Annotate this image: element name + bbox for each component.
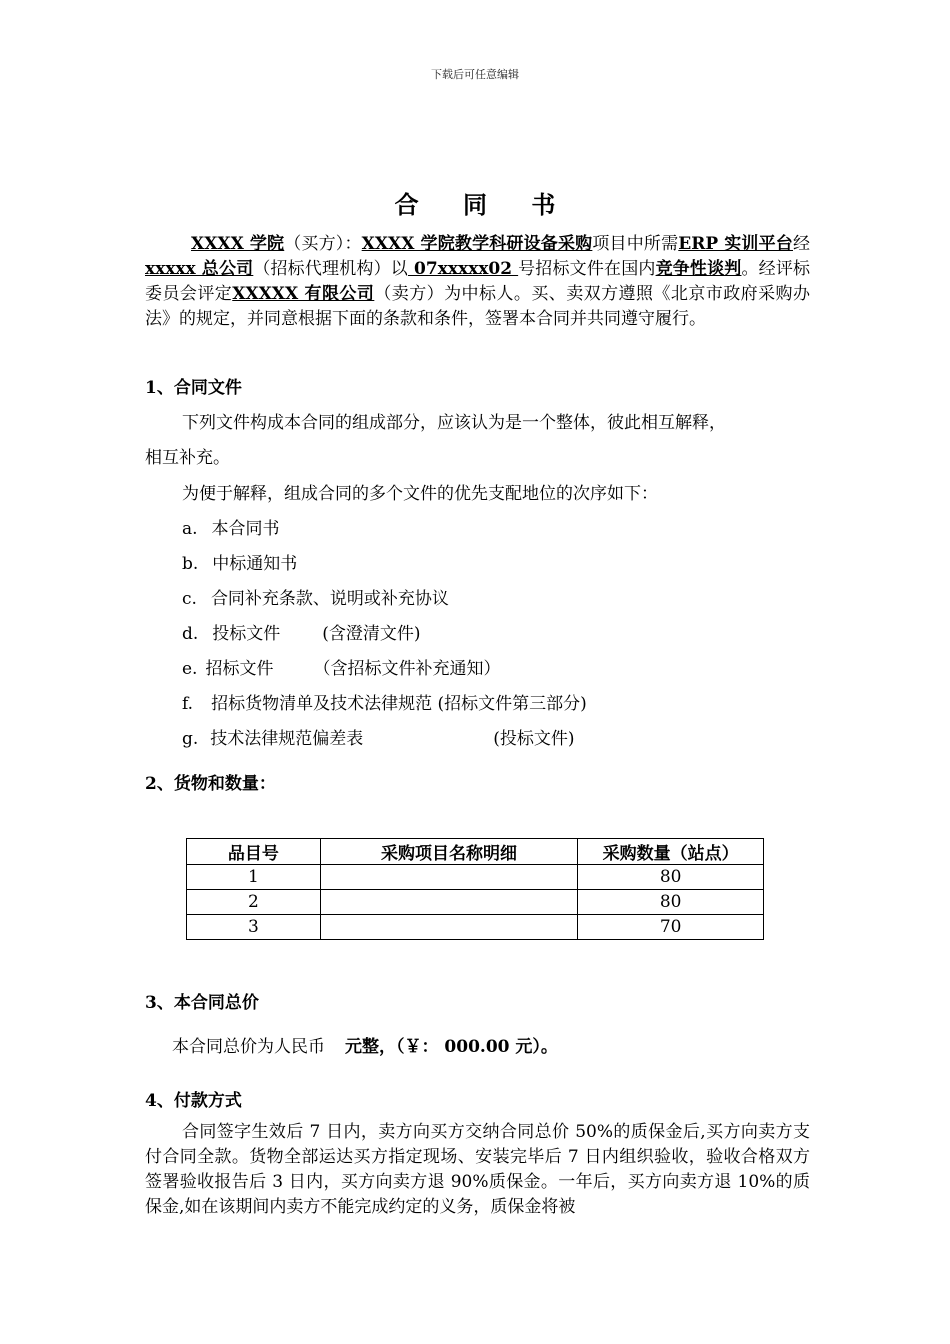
- section-1-heading: 1、合同文件: [145, 378, 242, 398]
- total-price-amount: 元整，（￥： 000.00 元）。: [345, 1037, 558, 1057]
- column-header: 品目号: [187, 839, 321, 865]
- header-note: 下载后可任意编辑: [431, 68, 519, 81]
- list-item: [182, 549, 297, 574]
- item-name: ERP 实训平台: [678, 234, 793, 254]
- list-item: [182, 689, 587, 714]
- project-name: XXXX 学院教学科研设备采购: [361, 234, 593, 254]
- procurement-method: 竞争性谈判: [655, 259, 742, 279]
- seller-name: XXXXX 有限公司: [232, 284, 375, 304]
- intro-text-3: （招标代理机构）以: [253, 259, 408, 279]
- list-marker: d.: [182, 624, 199, 644]
- list-item: [182, 724, 575, 749]
- list-item: [182, 654, 500, 679]
- table-row: [187, 890, 764, 915]
- table-row: [187, 915, 764, 940]
- intro-text-5: 。经评标委员会评定: [145, 259, 811, 304]
- section-4-heading: 4、付款方式: [145, 1091, 242, 1111]
- list-item: [182, 584, 449, 609]
- column-header: 采购数量（站点）: [578, 839, 764, 865]
- document-number: 07xxxxx02: [407, 259, 519, 279]
- list-item-note: (含澄清文件): [322, 624, 421, 644]
- list-item-note: (投标文件): [493, 729, 575, 749]
- list-marker: f.: [182, 694, 194, 714]
- list-item-text: 投标文件: [212, 624, 281, 644]
- table-cell: [320, 915, 578, 940]
- list-item-text: 招标文件: [205, 659, 274, 679]
- list-marker: g.: [182, 729, 199, 749]
- goods-table: [186, 838, 764, 940]
- table-cell: 3: [187, 915, 321, 940]
- section-1-para-2: 为便于解释，组成合同的多个文件的优先支配地位的次序如下：: [182, 484, 658, 504]
- table-cell: 1: [187, 865, 321, 890]
- intro-paragraph: [145, 232, 810, 332]
- table-cell: [320, 865, 578, 890]
- list-marker: a.: [182, 519, 198, 539]
- list-item: [182, 619, 421, 644]
- section-1-para-1-line-2: 相互补充。: [145, 448, 230, 468]
- table-header-row: [187, 839, 764, 865]
- total-price-text: 本合同总价为人民币: [172, 1037, 325, 1057]
- agent-name: xxxxx 总公司: [145, 259, 254, 279]
- list-item-text: 合同补充条款、说明或补充协议: [210, 589, 449, 609]
- section-2-heading: 2、货物和数量：: [145, 774, 276, 794]
- list-item: [182, 514, 280, 539]
- list-item-note: （含招标文件补充通知）: [313, 659, 501, 679]
- table-cell: [320, 890, 578, 915]
- list-item-text: 中标通知书: [212, 554, 298, 574]
- intro-text-4: 号招标文件在国内: [518, 259, 656, 279]
- intro-text-2: 经: [793, 234, 810, 254]
- list-marker: e.: [182, 659, 198, 679]
- intro-text-1: 项目中所需: [592, 234, 679, 254]
- payment-paragraph: 合同签字生效后 7 日内，卖方向买方交纳合同总价 50%的质保金后,买方向卖方支付合同全款。货物全部运达买方指定现场、安装完毕后 7 日内组织验收，验收合格双方签署验收报告后 3 日内，买方向卖方退 90%质保金。一年后，买方向卖方退 10%的质保金,如在该期间内卖方不能完成约定的义务，质保金将被: [145, 1122, 810, 1217]
- total-price-line: [172, 1032, 558, 1057]
- column-header: 采购项目名称明细: [320, 839, 578, 865]
- list-item-text: 本合同书: [211, 519, 280, 539]
- section-3-heading: 3、本合同总价: [145, 993, 259, 1013]
- table-cell: 2: [187, 890, 321, 915]
- list-item-text: 技术法律规范偏差表: [210, 729, 364, 749]
- intro-text-6: （卖方）为中标人。买、卖双方遵照《北京市政府采购办法》的规定，并同意根据下面的条款和条件，签署本合同并共同遵守履行。: [145, 284, 811, 329]
- section-1-para-1-line-1: 下列文件构成本合同的组成部分，应该认为是一个整体，彼此相互解释，: [182, 413, 726, 433]
- document-title: 合 同 书: [394, 190, 574, 219]
- buyer-role: （买方）：: [284, 234, 362, 254]
- table-row: [187, 865, 764, 890]
- table-cell: 80: [578, 865, 764, 890]
- list-marker: b.: [182, 554, 199, 574]
- list-item-text: 招标货物清单及技术法律规范 (招标文件第三部分): [211, 694, 587, 714]
- buyer-name: XXXX 学院: [191, 234, 285, 254]
- table-cell: 70: [578, 915, 764, 940]
- table-cell: 80: [578, 890, 764, 915]
- list-marker: c.: [182, 589, 197, 609]
